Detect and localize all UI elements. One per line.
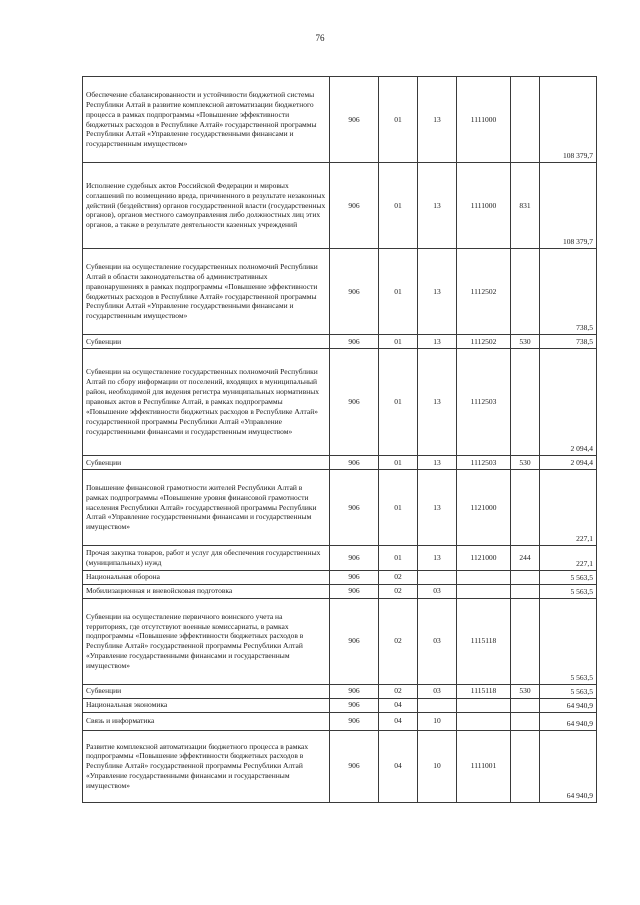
row-rz: 02 xyxy=(379,570,418,584)
table-row xyxy=(83,163,597,249)
row-rz: 04 xyxy=(379,712,418,730)
row-pr: 10 xyxy=(418,730,457,802)
row-ved: 906 xyxy=(330,584,379,598)
row-amount: 5 563,5 xyxy=(540,584,597,598)
row-ved: 906 xyxy=(330,349,379,456)
row-csr xyxy=(457,698,511,712)
table-row xyxy=(83,470,597,546)
row-pr: 10 xyxy=(418,712,457,730)
row-name: Обеспечение сбалансированности и устойчивости бюджетной системы Республики Алтай в развитие комплексной автоматизации бюджетного процесса в рамках подпрограммы «Повышение эффективности бюджетных расходов в Республике Алтай» государственной программы Республики Алтай «Управление государственными финансами и государственным имуществом» xyxy=(83,77,330,163)
row-ved: 906 xyxy=(330,163,379,249)
row-pr: 13 xyxy=(418,249,457,335)
row-amount: 108 379,7 xyxy=(540,163,597,249)
row-rz: 01 xyxy=(379,249,418,335)
row-vr: 244 xyxy=(511,546,540,571)
row-ved: 906 xyxy=(330,684,379,698)
row-vr: 530 xyxy=(511,684,540,698)
row-csr xyxy=(457,584,511,598)
row-pr: 13 xyxy=(418,349,457,456)
row-csr xyxy=(457,570,511,584)
row-rz: 02 xyxy=(379,584,418,598)
row-amount: 64 940,9 xyxy=(540,698,597,712)
row-vr: 831 xyxy=(511,163,540,249)
row-pr: 03 xyxy=(418,584,457,598)
row-ved: 906 xyxy=(330,249,379,335)
row-ved: 906 xyxy=(330,456,379,470)
row-name: Повышение финансовой грамотности жителей Республики Алтай в рамках подпрограммы «Повышение уровня финансовой грамотности населения Республики Алтай» государственной программы Республики Алтай «Управление государственными финансами и государственным имуществом» xyxy=(83,470,330,546)
table-row xyxy=(83,570,597,584)
row-name: Субвенции на осуществление государственных полномочий Республики Алтай по сбору информации от поселений, входящих в муниципальный район, необходимой для ведения регистра муниципальных нормативных правовых актов в Республике Алтай, в рамках подпрограммы «Повышение эффективности бюджетных расходов в Республике Алтай» государственной программы Республики Алтай «Управление государственными финансами и государственным имуществом» xyxy=(83,349,330,456)
row-amount: 2 094,4 xyxy=(540,349,597,456)
row-ved: 906 xyxy=(330,730,379,802)
row-csr: 1112503 xyxy=(457,456,511,470)
row-csr: 1112502 xyxy=(457,335,511,349)
row-pr: 13 xyxy=(418,335,457,349)
row-pr: 03 xyxy=(418,598,457,684)
row-ved: 906 xyxy=(330,546,379,571)
row-ved: 906 xyxy=(330,470,379,546)
row-rz: 04 xyxy=(379,698,418,712)
row-csr: 1115118 xyxy=(457,598,511,684)
row-name: Субвенции на осуществление первичного воинского учета на территориях, где отсутствуют военные комиссариаты, в рамках подпрограммы «Повышение эффективности бюджетных расходов в Республике Алтай» государственной программы Республики Алтай «Управление государственными финансами и государственным имуществом» xyxy=(83,598,330,684)
row-csr: 1121000 xyxy=(457,546,511,571)
row-pr: 03 xyxy=(418,684,457,698)
row-rz: 01 xyxy=(379,546,418,571)
row-name: Исполнение судебных актов Российской Федерации и мировых соглашений по возмещению вреда, причиненного в результате незаконных действий (бездействия) органов государственной власти (государственных органов), органов местного самоуправления либо должностных лиц этих органов, а также в результате деятельности казенных учреждений xyxy=(83,163,330,249)
row-amount: 2 094,4 xyxy=(540,456,597,470)
row-vr xyxy=(511,712,540,730)
row-csr: 1112502 xyxy=(457,249,511,335)
table-row xyxy=(83,349,597,456)
row-amount: 5 563,5 xyxy=(540,570,597,584)
row-amount: 227,1 xyxy=(540,470,597,546)
row-name: Связь и информатика xyxy=(83,712,330,730)
row-csr: 1111000 xyxy=(457,163,511,249)
row-rz: 02 xyxy=(379,684,418,698)
row-vr: 530 xyxy=(511,335,540,349)
row-pr: 13 xyxy=(418,456,457,470)
table-row xyxy=(83,730,597,802)
row-rz: 01 xyxy=(379,349,418,456)
row-vr: 530 xyxy=(511,456,540,470)
row-amount: 738,5 xyxy=(540,335,597,349)
row-name: Национальная оборона xyxy=(83,570,330,584)
row-pr: 13 xyxy=(418,546,457,571)
row-rz: 01 xyxy=(379,335,418,349)
row-name: Субвенции xyxy=(83,456,330,470)
row-amount: 5 563,5 xyxy=(540,598,597,684)
row-ved: 906 xyxy=(330,77,379,163)
row-rz: 01 xyxy=(379,456,418,470)
row-vr xyxy=(511,570,540,584)
row-csr: 1111000 xyxy=(457,77,511,163)
row-rz: 01 xyxy=(379,77,418,163)
table-row xyxy=(83,598,597,684)
row-csr: 1112503 xyxy=(457,349,511,456)
table-row xyxy=(83,698,597,712)
table-row xyxy=(83,335,597,349)
row-vr xyxy=(511,598,540,684)
row-name: Субвенции xyxy=(83,684,330,698)
row-csr: 1121000 xyxy=(457,470,511,546)
table-row xyxy=(83,584,597,598)
row-pr: 13 xyxy=(418,77,457,163)
row-amount: 64 940,9 xyxy=(540,730,597,802)
row-rz: 04 xyxy=(379,730,418,802)
row-vr xyxy=(511,249,540,335)
row-name: Прочая закупка товаров, работ и услуг для обеспечения государственных (муниципальных) нужд xyxy=(83,546,330,571)
row-vr xyxy=(511,584,540,598)
row-vr xyxy=(511,698,540,712)
row-name: Субвенции на осуществление государственных полномочий Республики Алтай в области законодательства об административных правонарушениях в рамках подпрограммы «Повышение эффективности бюджетных расходов в Республике Алтай» государственной программы Республики Алтай «Управление государственными финансами и государственным имуществом» xyxy=(83,249,330,335)
row-amount: 227,1 xyxy=(540,546,597,571)
table-row xyxy=(83,546,597,571)
row-rz: 02 xyxy=(379,598,418,684)
row-rz: 01 xyxy=(379,163,418,249)
table-row xyxy=(83,456,597,470)
row-amount: 5 563,5 xyxy=(540,684,597,698)
row-name: Национальная экономика xyxy=(83,698,330,712)
row-csr xyxy=(457,712,511,730)
row-vr xyxy=(511,349,540,456)
row-amount: 64 940,9 xyxy=(540,712,597,730)
row-name: Субвенции xyxy=(83,335,330,349)
row-pr xyxy=(418,698,457,712)
table-row xyxy=(83,77,597,163)
row-ved: 906 xyxy=(330,570,379,584)
row-pr xyxy=(418,570,457,584)
row-vr xyxy=(511,470,540,546)
row-name: Развитие комплексной автоматизации бюджетного процесса в рамках подпрограммы «Повышение эффективности бюджетных расходов в Республике Алтай» государственной программы Республики Алтай «Управление государственными финансами и государственным имуществом» xyxy=(83,730,330,802)
page-number: 76 xyxy=(315,33,325,43)
row-vr xyxy=(511,77,540,163)
row-ved: 906 xyxy=(330,598,379,684)
row-amount: 108 379,7 xyxy=(540,77,597,163)
budget-table xyxy=(82,76,597,803)
row-ved: 906 xyxy=(330,698,379,712)
table-row xyxy=(83,684,597,698)
row-pr: 13 xyxy=(418,470,457,546)
row-ved: 906 xyxy=(330,712,379,730)
row-pr: 13 xyxy=(418,163,457,249)
row-csr: 1115118 xyxy=(457,684,511,698)
row-csr: 1111001 xyxy=(457,730,511,802)
row-name: Мобилизационная и вневойсковая подготовка xyxy=(83,584,330,598)
row-vr xyxy=(511,730,540,802)
table-row xyxy=(83,249,597,335)
table-row xyxy=(83,712,597,730)
row-ved: 906 xyxy=(330,335,379,349)
row-rz: 01 xyxy=(379,470,418,546)
row-amount: 738,5 xyxy=(540,249,597,335)
